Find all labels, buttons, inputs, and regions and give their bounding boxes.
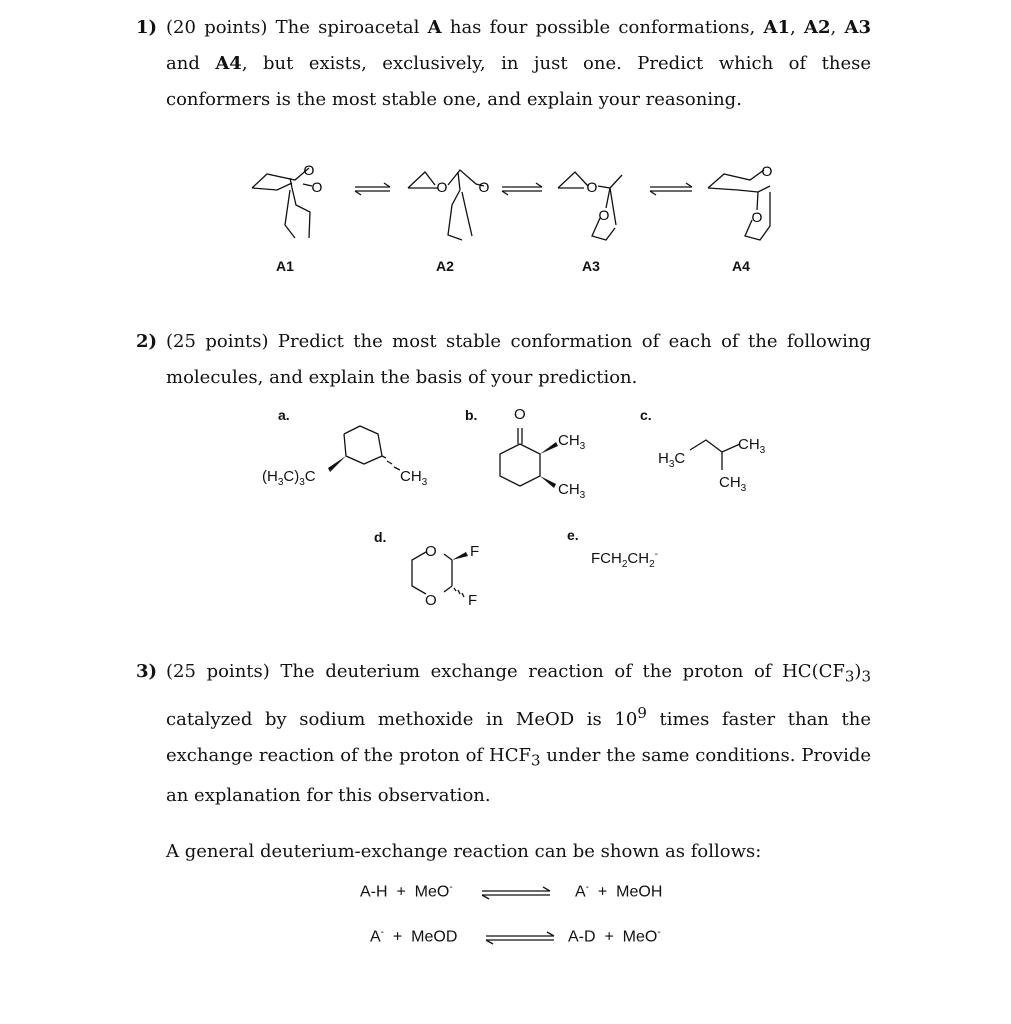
equation-2-left: A- + MeOD — [370, 927, 458, 946]
equation-1-right: A- + MeOH — [575, 882, 663, 901]
label-2b: b. — [465, 407, 478, 423]
question-3-text: (25 points) The deuterium exchange reaction of the proton of $HC(CF_3)_3$ catalyzed by sodium methoxide in MeOD is $10^9$ times faster than the exchange reaction of the proton of $HCF_3$ under the same conditions. Provide an explanation for this observation. — [166, 661, 871, 807]
molecule-c-bottom-methyl: $CH_3$ — [719, 474, 747, 494]
molecule-a-right-substituent: $CH_3$ — [400, 468, 428, 488]
atom-o: O — [751, 209, 763, 225]
molecule-b-carbonyl-o: O — [514, 406, 526, 423]
atom-o: O — [761, 163, 773, 179]
atom-o: O — [311, 179, 323, 195]
question-3 — [136, 654, 871, 814]
conformer-scheme — [230, 150, 790, 250]
molecule-a-left-substituent: $(H_3C)_3C$ — [262, 468, 316, 488]
molecule-d-fluorine-bottom: F — [468, 592, 478, 609]
molecule-b-top-methyl: $CH_3$ — [558, 432, 586, 452]
question-3-number: 3) — [136, 661, 158, 682]
general-reaction-note: A general deuterium-exchange reaction can be shown as follows: — [166, 841, 762, 862]
label-2d: d. — [374, 529, 387, 545]
atom-o: O — [303, 162, 315, 178]
equation-1-left: A-H + MeO- — [360, 882, 453, 901]
molecule-a-ring — [320, 420, 400, 480]
equilibrium-arrow — [502, 183, 542, 195]
molecule-b-bottom-methyl: $CH_3$ — [558, 481, 586, 501]
equation-2-right: A-D + MeO- — [568, 927, 661, 946]
molecule-d-ring-o-bottom: O — [425, 592, 437, 609]
equilibrium-arrow — [650, 183, 692, 195]
equilibrium-arrow — [355, 183, 390, 195]
equilibrium-arrow — [484, 931, 556, 945]
equilibrium-arrow — [480, 886, 552, 900]
atom-o: O — [598, 207, 610, 223]
label-2e: e. — [567, 527, 579, 543]
conformer-a1 — [252, 168, 312, 238]
label-a3: A3 — [582, 258, 600, 274]
label-2a: a. — [278, 407, 290, 423]
label-a4: A4 — [732, 258, 750, 274]
molecule-e-formula: $FCH_2CH_2^-$ — [591, 549, 658, 570]
conformer-a4 — [708, 170, 770, 240]
molecule-c-left-methyl: $H_3C$ — [658, 450, 686, 470]
molecule-d-ring — [404, 546, 474, 606]
question-1-number: 1) — [136, 17, 158, 38]
label-a1: A1 — [276, 258, 294, 274]
label-a2: A2 — [436, 258, 454, 274]
question-1-text: (20 points) The spiroacetal A has four possible conformations, A1, A2, A3 and A4, but exists, exclusively, in just one. Predict which of these conformers is the most stable one, and explain your reasoning. — [166, 17, 871, 110]
label-2c: c. — [640, 407, 652, 423]
question-2-number: 2) — [136, 331, 158, 352]
atom-o: O — [478, 179, 490, 195]
molecule-c-right-methyl: $CH_3$ — [738, 436, 766, 456]
molecule-d-fluorine-top: F — [470, 543, 480, 560]
molecule-d-ring-o-top: O — [425, 543, 437, 560]
atom-o: O — [436, 179, 448, 195]
question-2-text: (25 points) Predict the most stable conformation of each of the following molecules, and explain the basis of your prediction. — [166, 331, 871, 388]
atom-o: O — [586, 179, 598, 195]
question-2 — [136, 324, 871, 396]
question-1 — [136, 10, 871, 118]
